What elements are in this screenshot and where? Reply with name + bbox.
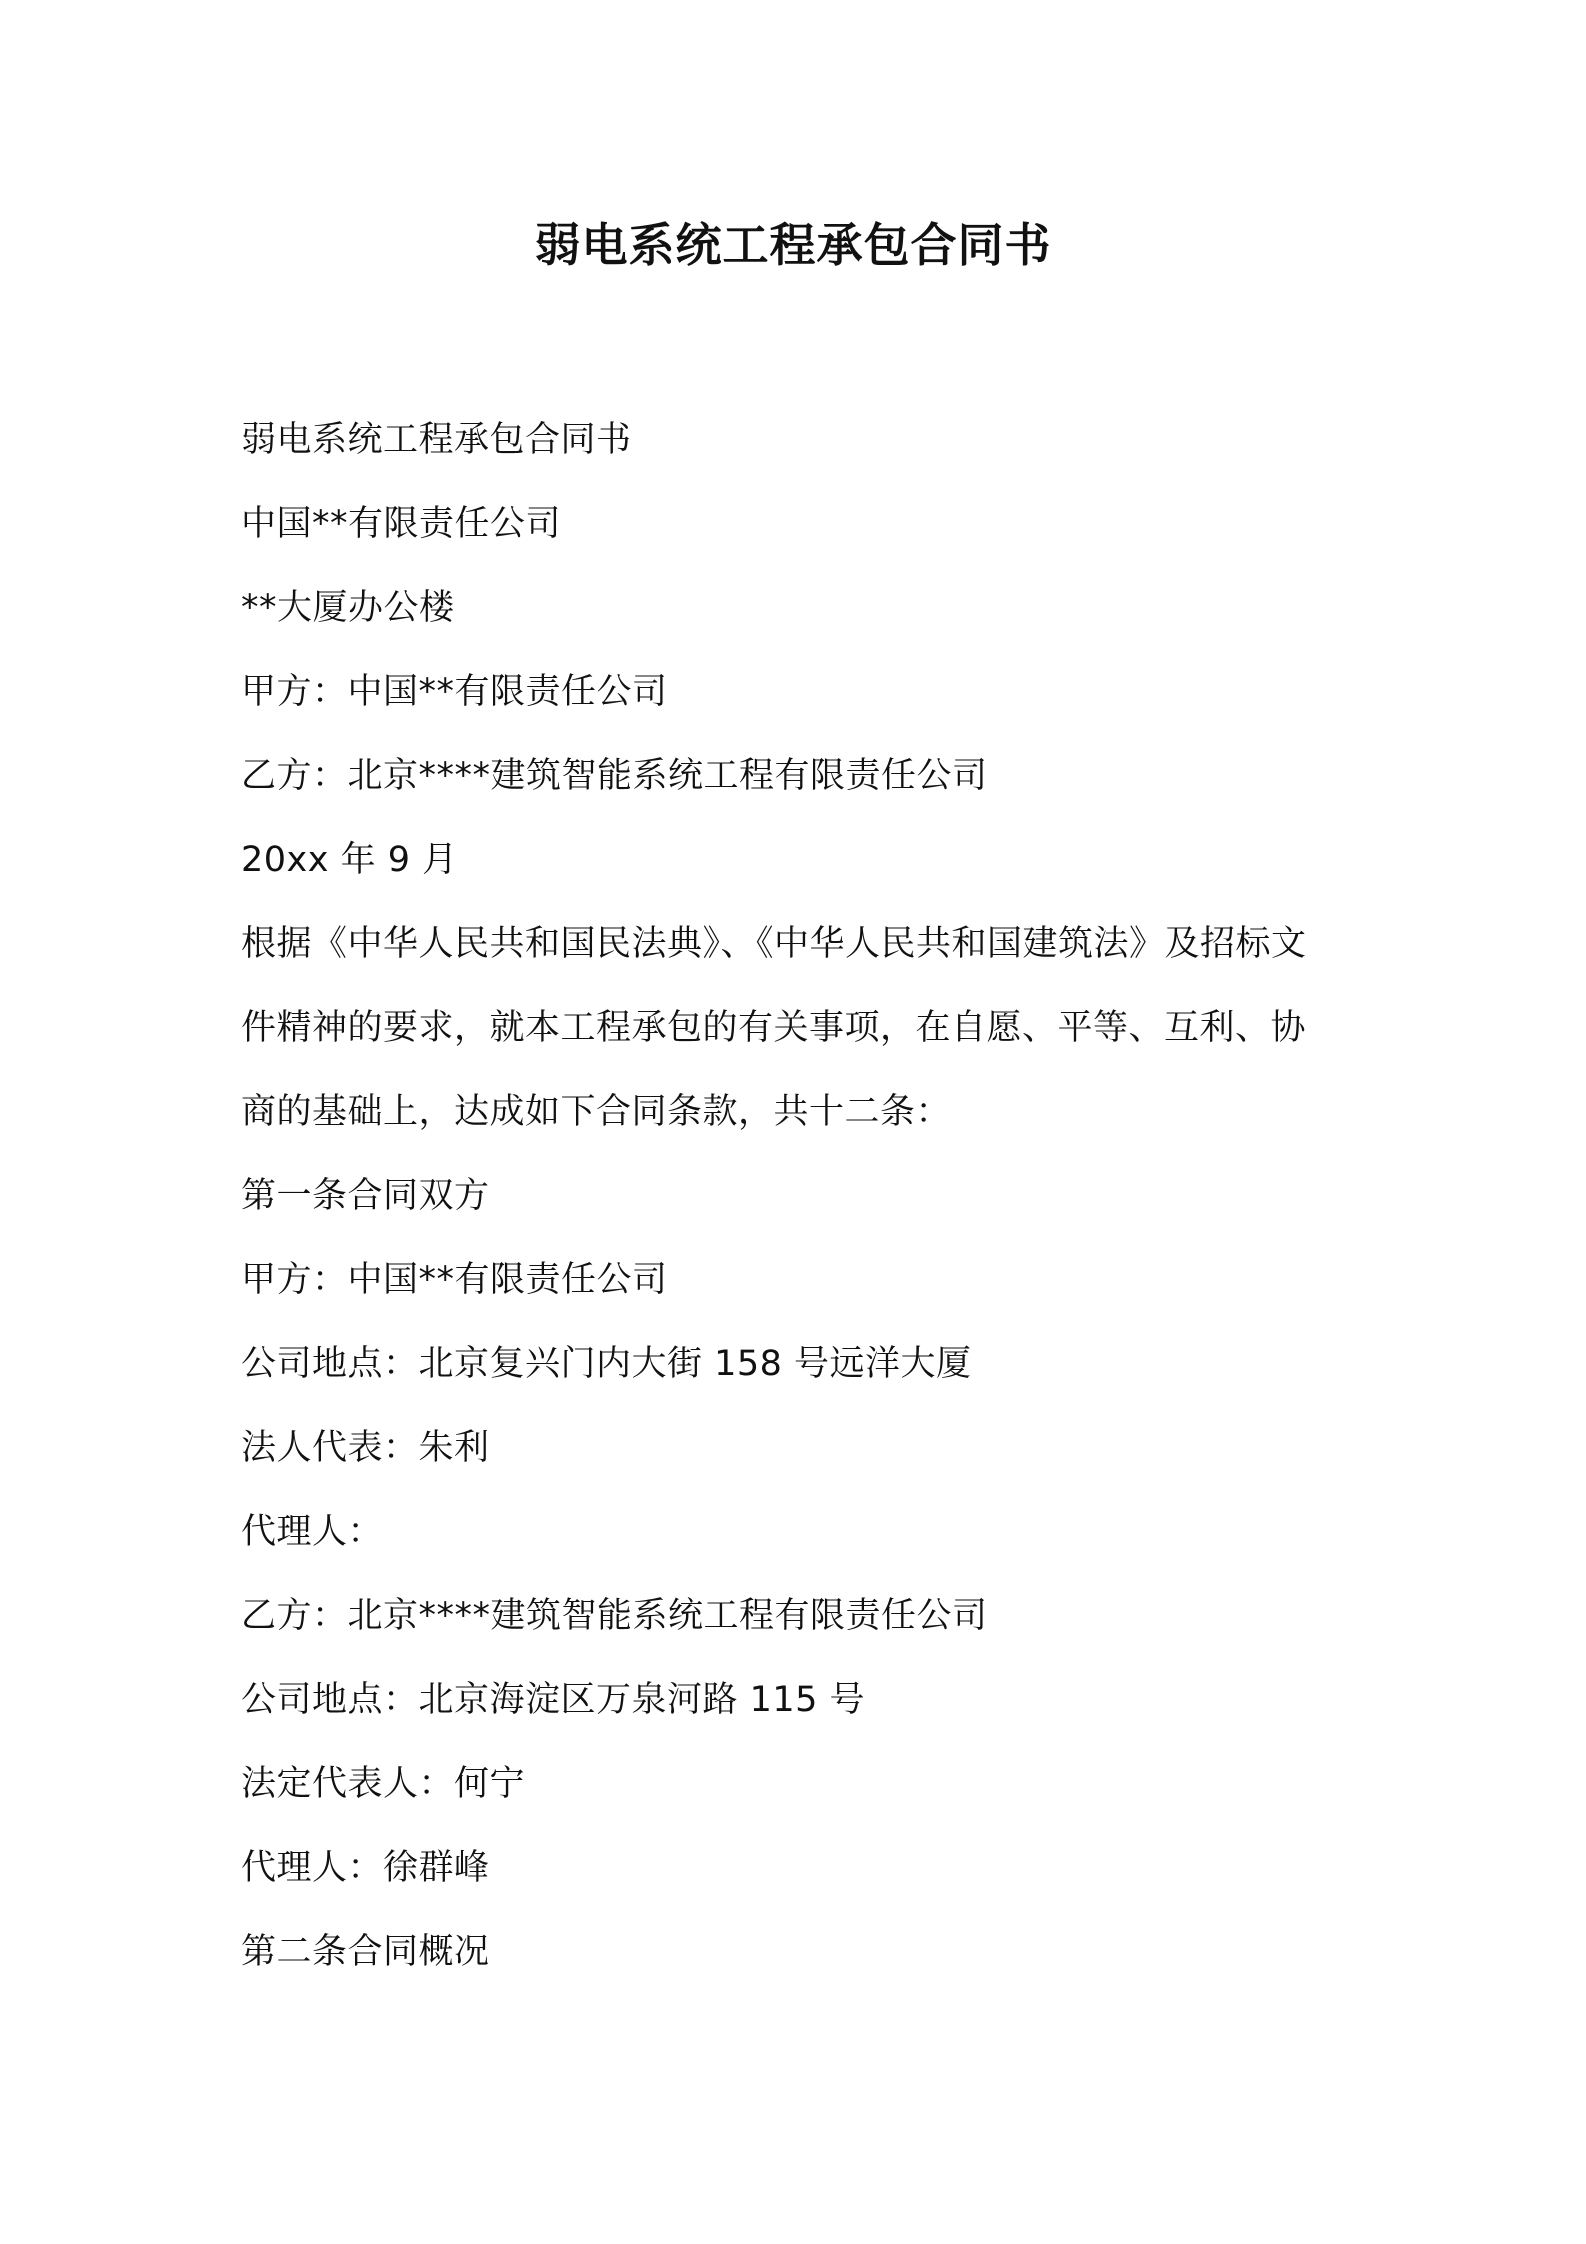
document-title: 弱电系统工程承包合同书 xyxy=(534,218,1052,272)
body-line-article-2-heading: 第二条合同概况 xyxy=(241,1932,490,1972)
body-line-subtitle: 弱电系统工程承包合同书 xyxy=(241,420,632,460)
body-line-party-a-address: 公司地点：北京复兴门内大街 158 号远洋大厦 xyxy=(241,1344,972,1384)
body-line-party-b-legal-rep: 法定代表人：何宁 xyxy=(241,1764,526,1804)
body-line-preamble-1: 根据《中华人民共和国民法典》、《中华人民共和国建筑法》及招标文 xyxy=(241,924,1307,964)
body-line-project: **大厦办公楼 xyxy=(241,588,455,628)
body-line-party-a-legal-rep: 法人代表：朱利 xyxy=(241,1428,490,1468)
document-body xyxy=(241,405,1361,2001)
body-line-party-b: 乙方：北京****建筑智能系统工程有限责任公司 xyxy=(241,756,988,796)
body-line-article-1-party-a: 甲方：中国**有限责任公司 xyxy=(241,1260,668,1300)
body-line-party-b-address: 公司地点：北京海淀区万泉河路 115 号 xyxy=(241,1680,866,1720)
body-line-article-1-heading: 第一条合同双方 xyxy=(241,1176,490,1216)
body-line-company: 中国**有限责任公司 xyxy=(241,504,562,544)
body-line-party-b-agent: 代理人：徐群峰 xyxy=(241,1848,490,1888)
body-line-article-1-party-b: 乙方：北京****建筑智能系统工程有限责任公司 xyxy=(241,1596,988,1636)
body-line-party-a-agent: 代理人： xyxy=(241,1512,384,1552)
body-line-preamble-3: 商的基础上，达成如下合同条款，共十二条： xyxy=(241,1092,952,1132)
body-line-preamble-2: 件精神的要求，就本工程承包的有关事项，在自愿、平等、互利、协 xyxy=(241,1008,1307,1048)
body-line-party-a: 甲方：中国**有限责任公司 xyxy=(241,672,668,712)
body-line-date: 20xx 年 9 月 xyxy=(241,840,458,880)
